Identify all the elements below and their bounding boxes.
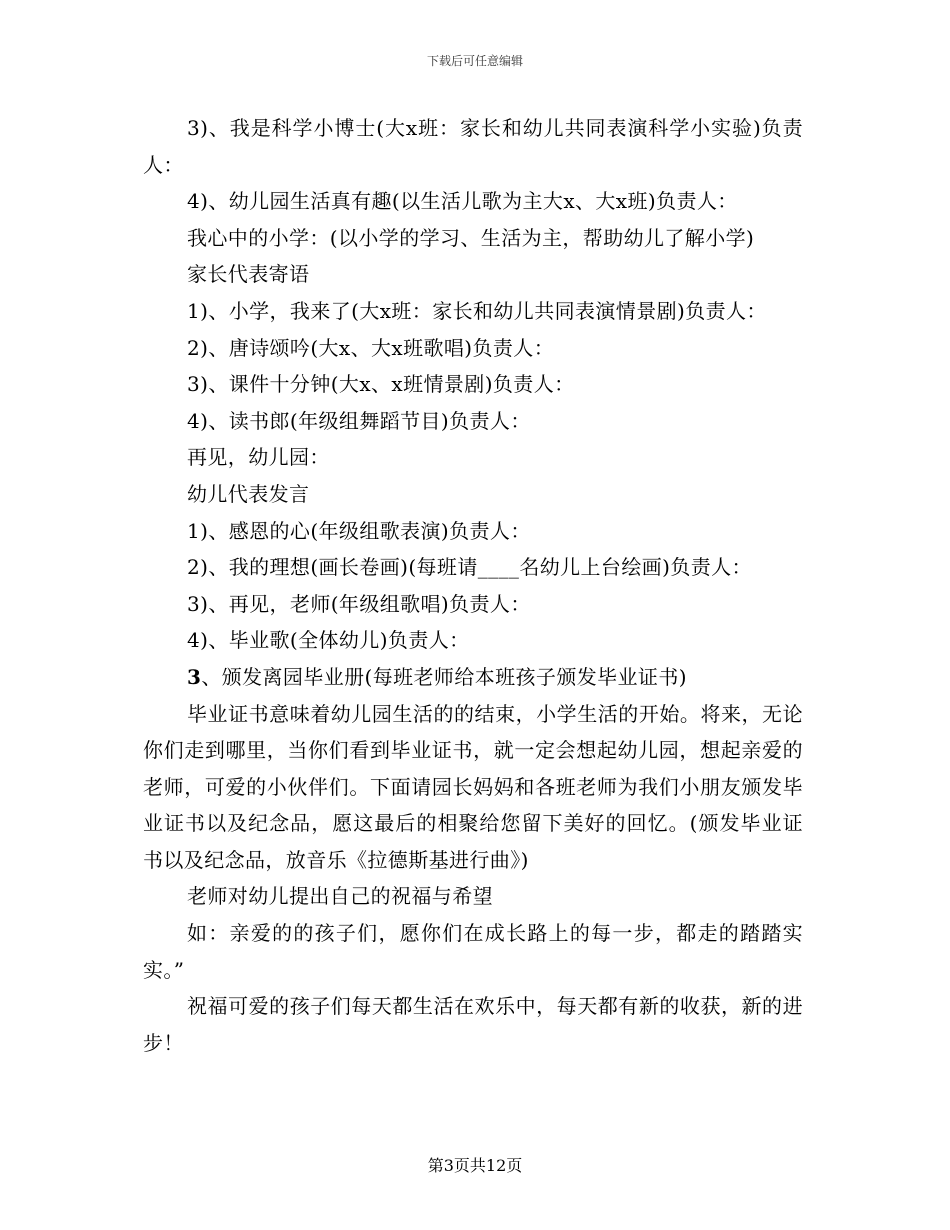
paragraph-item-1-grateful: 1)、感恩的心(年级组歌表演)负责人： [187,518,531,543]
paragraph-item-2-poetry: 2)、唐诗颂吟(大x、大x班歌唱)负责人： [187,335,555,360]
section-title: 、颁发离园毕业册(每班老师给本班孩子颁发毕业证书) [201,664,687,689]
section-number: 3 [187,664,202,689]
section-heading-goodbye: 再见，幼儿园： [187,445,330,470]
section-heading-certificates [143,659,803,696]
paragraph-blessing: 祝福可爱的孩子们每天都生活在欢乐中，每天都有新的收获，新的进步！ [143,994,803,1055]
page-header: 下载后可任意编辑 [426,54,523,68]
paragraph-item-3-courseware: 3)、课件十分钟(大x、x班情景剧)负责人： [187,372,575,397]
paragraph-item-3-science: 3)、我是科学小博士(大x班：家长和幼儿共同表演科学小实验)负责人： [143,116,803,177]
paragraph-certificate-speech: 毕业证书意味着幼儿园生活的的结束，小学生活的开始。将来，无论你们走到哪里，当你们看到毕业证书，就一定会想起幼儿园，想起亲爱的老师，可爱的小伙伴们。下面请园长妈妈和各班老师为我们小朋友颁发毕业证书以及纪念品，愿这最后的相聚给您留下美好的回忆。(颁发毕业证书以及纪念品，放音乐《拉德斯基进行曲》) [143,701,803,872]
paragraph-item-4-graduation-song: 4)、毕业歌(全体幼儿)负责人： [187,628,470,653]
child-speech-label: 幼儿代表发言 [187,481,310,506]
document-body [143,110,803,1061]
teacher-wishes-label: 老师对幼儿提出自己的祝福与希望 [187,884,493,909]
paragraph-item-1-skit: 1)、小学，我来了(大x班：家长和幼儿共同表演情景剧)负责人： [187,298,767,323]
paragraph-example-wish: 如：亲爱的的孩子们，愿你们在成长路上的每一步，都走的踏踏实实。” [143,921,803,982]
paragraph-item-4-dance: 4)、读书郎(年级组舞蹈节目)负责人： [187,408,531,433]
parent-speech-label: 家长代表寄语 [187,262,310,287]
page-footer: 第3页共12页 [427,1156,523,1175]
paragraph-item-2-dream: 2)、我的理想(画长卷画)(每班请____名幼儿上台绘画)负责人： [187,555,752,580]
paragraph-item-4-life: 4)、幼儿园生活真有趣(以生活儿歌为主大x、大x班)负责人： [187,189,738,214]
paragraph-item-3-farewell: 3)、再见，老师(年级组歌唱)负责人： [187,591,531,616]
section-heading-primary-school: 我心中的小学：(以小学的学习、生活为主，帮助幼儿了解小学) [187,225,755,250]
